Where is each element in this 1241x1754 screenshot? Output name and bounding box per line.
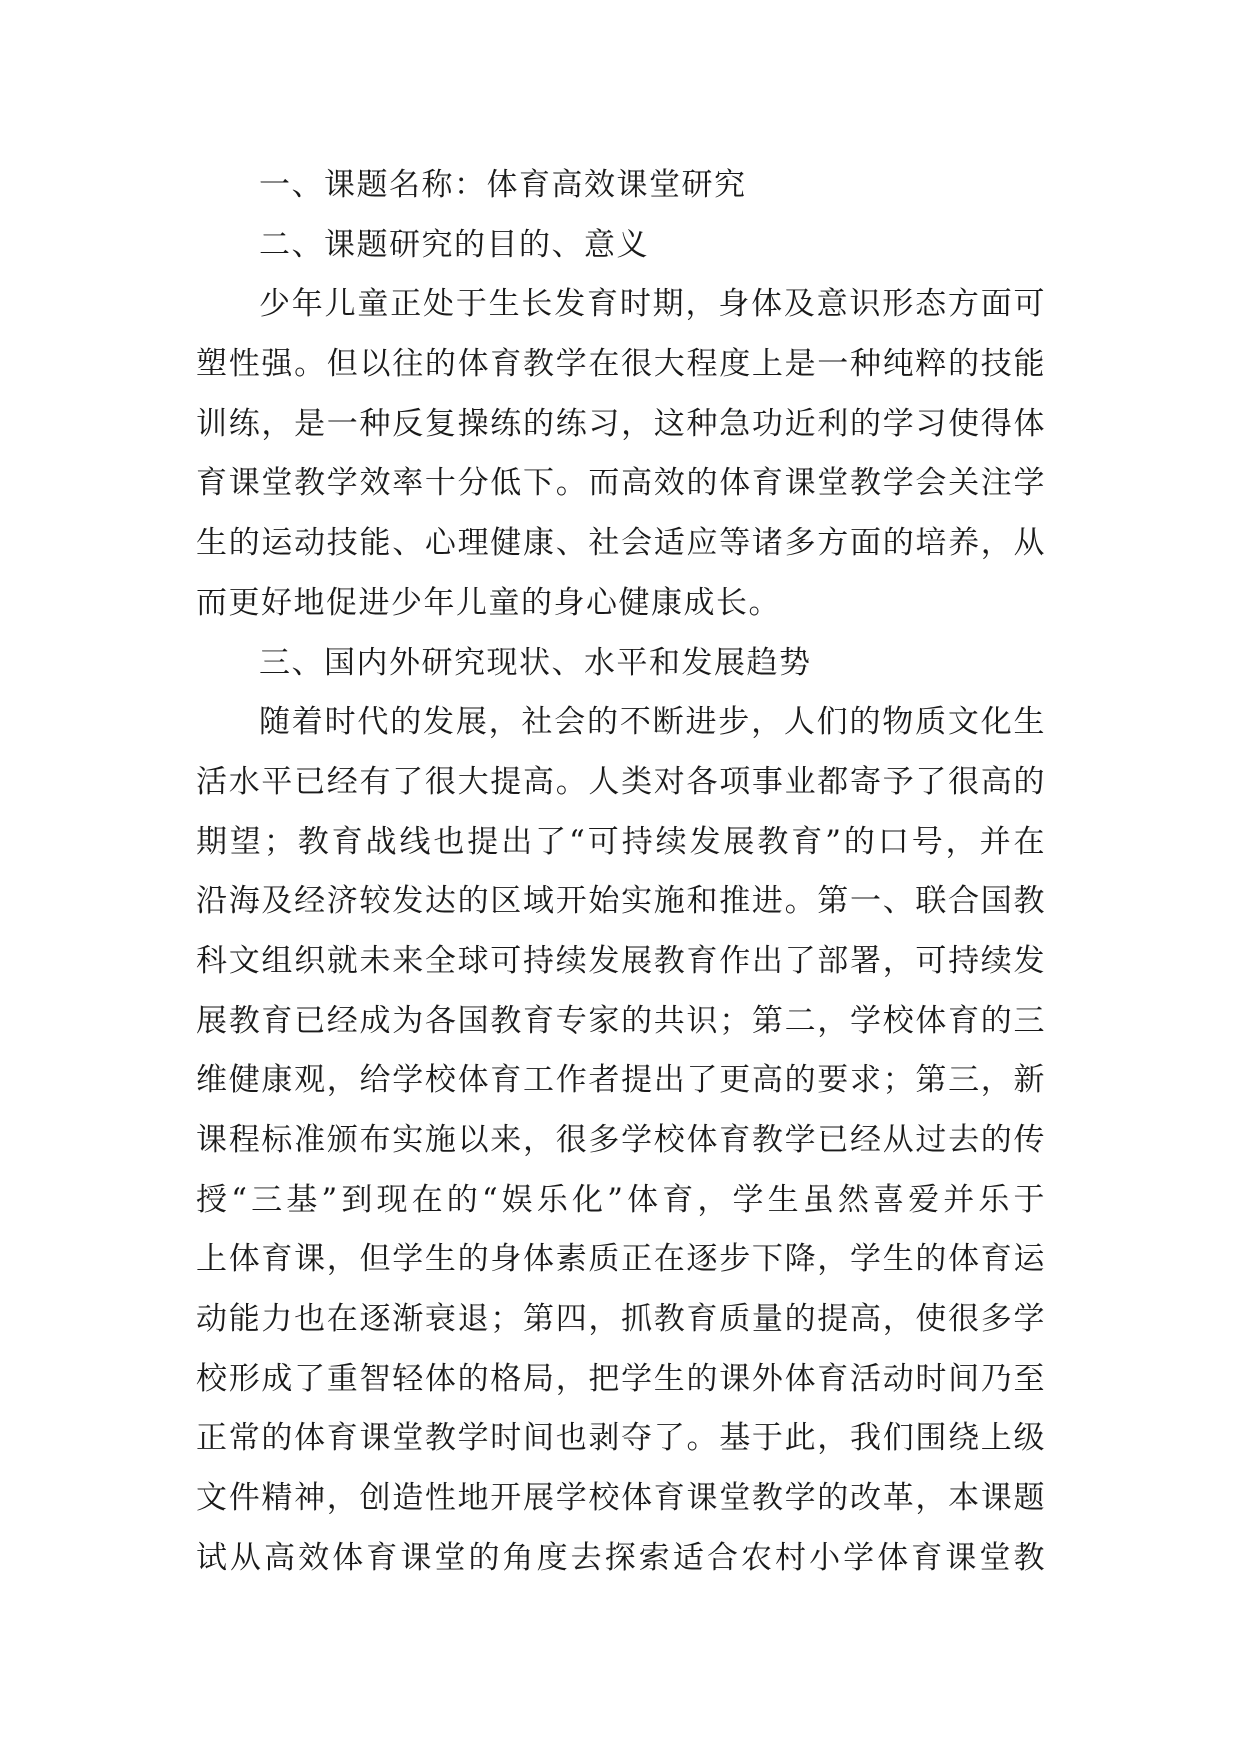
text-line: 而更好地促进少年儿童的身心健康成长。 — [196, 584, 781, 621]
text-line: 少年儿童正处于生长发育时期，身体及意识形态方面可 — [259, 286, 1046, 323]
text-line: 校形成了重智轻体的格局，把学生的课外体育活动时间乃至 — [196, 1360, 1046, 1397]
text-line: 期望；教育战线也提出了“可持续发展教育”的口号，并在 — [196, 823, 1046, 860]
text-line: 活水平已经有了很大提高。人类对各项事业都寄予了很高的 — [196, 763, 1046, 800]
text-line: 育课堂教学效率十分低下。而高效的体育课堂教学会关注学 — [196, 465, 1046, 502]
text-line: 授“三基”到现在的“娱乐化”体育，学生虽然喜爱并乐于 — [196, 1181, 1046, 1218]
text-line: 三、国内外研究现状、水平和发展趋势 — [259, 644, 812, 681]
document-body — [196, 156, 1046, 1589]
text-line: 维健康观，给学校体育工作者提出了更高的要求；第三，新 — [196, 1062, 1046, 1099]
text-line: 展教育已经成为各国教育专家的共识；第二，学校体育的三 — [196, 1002, 1046, 1039]
text-line: 一、课题名称：体育高效课堂研究 — [259, 167, 747, 203]
text-line: 动能力也在逐渐衰退；第四，抓教育质量的提高，使很多学 — [196, 1301, 1046, 1338]
text-line: 塑性强。但以往的体育教学在很大程度上是一种纯粹的技能 — [196, 346, 1046, 383]
text-line: 沿海及经济较发达的区域开始实施和推进。第一、联合国教 — [196, 883, 1046, 920]
text-line: 二、课题研究的目的、意义 — [259, 226, 649, 263]
text-line: 课程标准颁布实施以来，很多学校体育教学已经从过去的传 — [196, 1122, 1046, 1158]
text-line: 科文组织就未来全球可持续发展教育作出了部署，可持续发 — [196, 942, 1046, 979]
text-line: 训练，是一种反复操练的练习，这种急功近利的学习使得体 — [196, 405, 1046, 442]
text-line: 上体育课，但学生的身体素质正在逐步下降，学生的体育运 — [196, 1241, 1046, 1278]
text-line: 随着时代的发展，社会的不断进步，人们的物质文化生 — [259, 704, 1046, 741]
text-line: 文件精神，创造性地开展学校体育课堂教学的改革，本课题 — [196, 1480, 1046, 1517]
text-line: 生的运动技能、心理健康、社会适应等诸多方面的培养，从 — [196, 525, 1046, 562]
text-line: 试从高效体育课堂的角度去探索适合农村小学体育课堂教 — [196, 1539, 1046, 1576]
text-line: 正常的体育课堂教学时间也剥夺了。基于此，我们围绕上级 — [196, 1420, 1046, 1457]
